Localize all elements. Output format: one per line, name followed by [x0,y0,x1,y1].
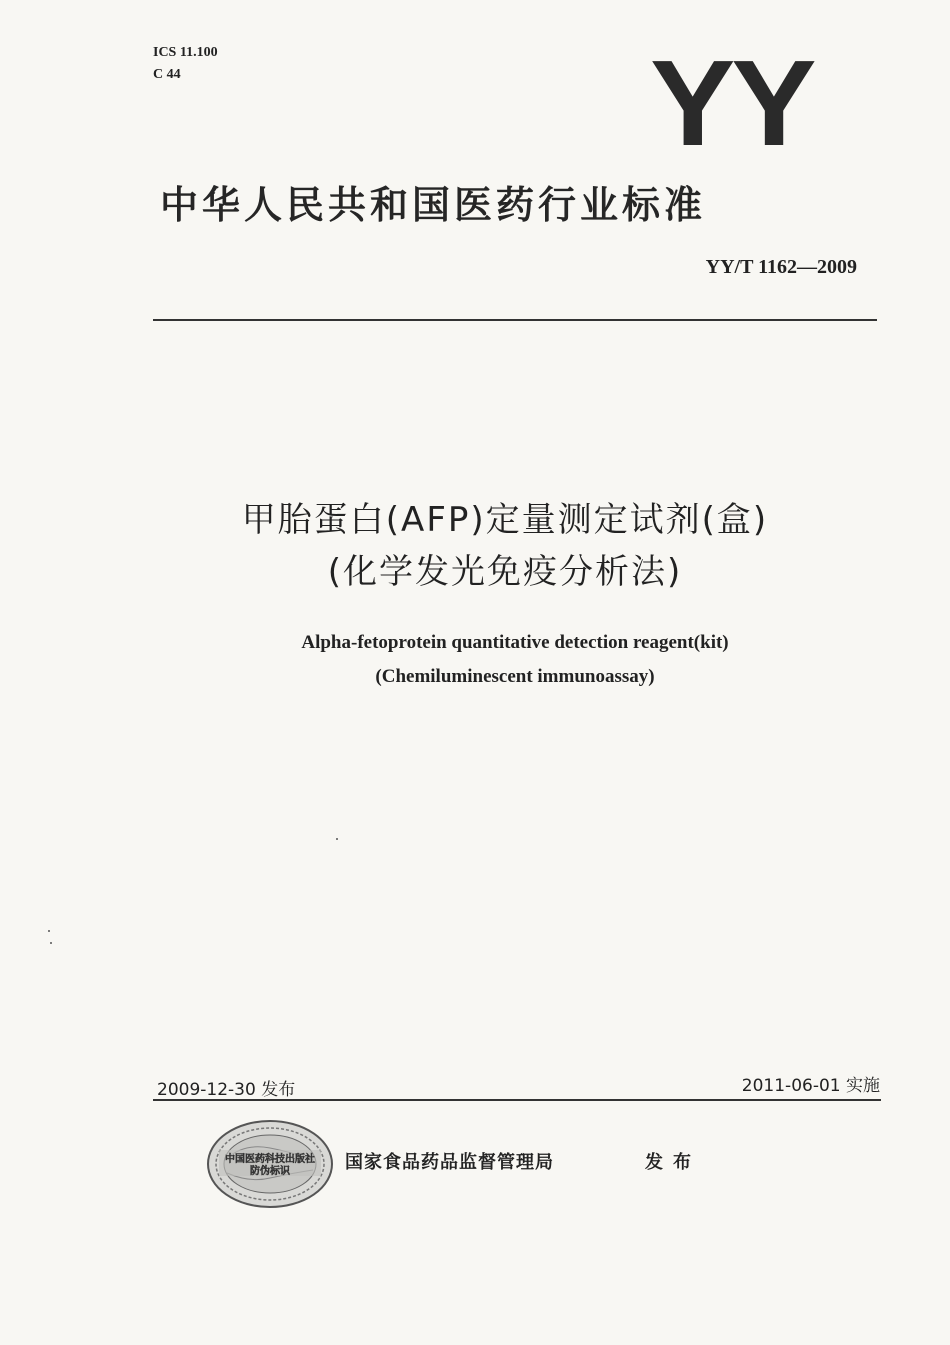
svg-text:防伪标识: 防伪标识 [250,1166,290,1177]
issue-date: 2009-12-30 发布 [157,1080,296,1100]
ccs-code: C 44 [153,67,181,82]
chinese-title-line-1: 甲胎蛋白(AFP)定量测定试剂(盒) [241,500,769,540]
chinese-title [0,494,950,598]
standard-number: YY/T 1162—2009 [705,256,857,278]
english-title-line-2: (Chemiluminescent immunoassay) [375,666,655,687]
header-divider [153,319,877,321]
footer-divider [153,1099,881,1101]
ics-code: ICS 11.100 [153,45,218,60]
anti-counterfeit-seal-icon [205,1118,335,1210]
scan-speck [48,930,50,932]
english-title-line-1: Alpha-fetoprotein quantitative detection reagent(kit) [301,632,729,653]
classification-codes [153,42,218,86]
publisher-name: 国家食品药品监督管理局 [345,1152,554,1173]
english-title [0,626,950,694]
svg-text:中国医药科技出版社: 中国医药科技出版社 [225,1154,315,1165]
yy-logo: YY [650,35,813,171]
implementation-date: 2011-06-01 实施 [741,1076,880,1096]
scan-speck [50,942,52,944]
publish-label: 发布 [645,1152,701,1173]
standard-category-title: 中华人民共和国医药行业标准 [160,183,707,227]
scan-speck [336,838,338,840]
chinese-title-line-2: (化学发光免疫分析法) [327,552,683,592]
